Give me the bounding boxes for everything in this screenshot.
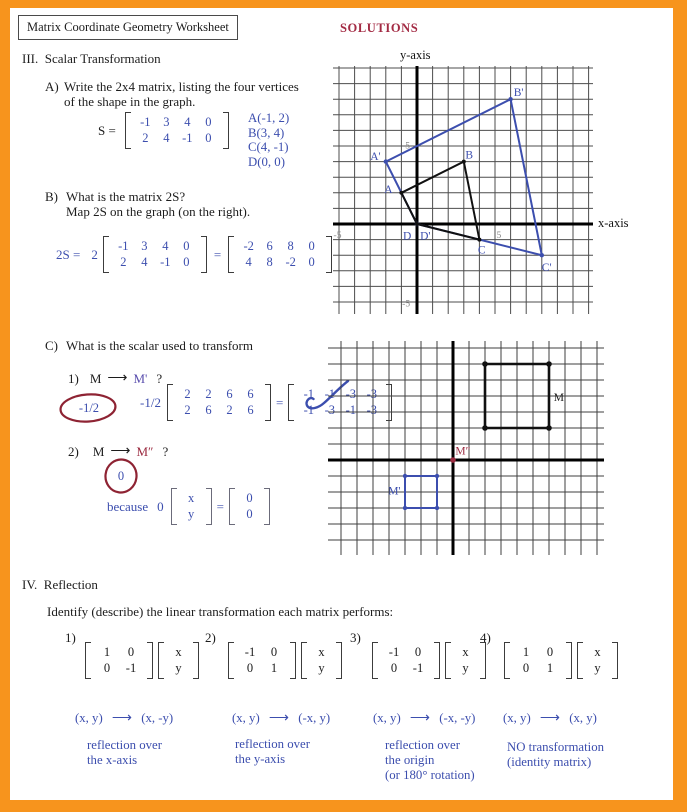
matrix-cell: 6 xyxy=(247,387,254,401)
p2-map-from: (x, y) xyxy=(232,711,260,725)
matrix-cell: 0 xyxy=(308,239,315,253)
q1-question-mark: ? xyxy=(156,370,163,386)
p4-matrices xyxy=(504,642,618,679)
p1-description xyxy=(87,738,162,768)
matrix-cell: 2 xyxy=(120,255,127,269)
matrix-cell: y xyxy=(188,507,195,521)
matrix-cell: -1 xyxy=(412,661,424,675)
p1-map-from: (x, y) xyxy=(75,711,103,725)
q1-from: M xyxy=(89,370,102,386)
q2-to: M″ xyxy=(136,443,154,459)
matrix-cell: -3 xyxy=(366,403,377,417)
p4-vector xyxy=(577,642,618,679)
p2-description xyxy=(235,737,310,767)
p3-matrix xyxy=(372,642,440,679)
q2-question-mark: ? xyxy=(162,443,169,459)
partB-label: B) xyxy=(45,189,58,204)
bracket-right xyxy=(290,642,296,679)
matrix-row xyxy=(382,645,430,660)
matrix-cell: -3 xyxy=(345,387,356,401)
bracket-right xyxy=(264,488,270,525)
matrix-cell: 1 xyxy=(522,645,530,659)
bracket-right xyxy=(612,642,618,679)
p4-matrix xyxy=(504,642,572,679)
worksheet-title: Matrix Coordinate Geometry Worksheet xyxy=(27,20,229,34)
matrix-cell: 0 xyxy=(127,645,135,659)
matrix-cell: 4 xyxy=(245,255,252,269)
q2-arrow: ⟶ xyxy=(110,444,131,459)
matrix-cell: 3 xyxy=(163,115,170,129)
p1-map-to: (x, -y) xyxy=(141,711,174,725)
p3-description xyxy=(385,738,475,783)
p1-vector xyxy=(158,642,199,679)
vertex-dot xyxy=(482,361,488,367)
bracket-right xyxy=(201,236,207,273)
bracket-right xyxy=(336,642,342,679)
vertex-D: D(0, 0) xyxy=(248,154,285,169)
vertex-B: B(3, 4) xyxy=(248,125,285,140)
q2-because: because xyxy=(107,498,149,514)
matrix-S-label: S = xyxy=(98,122,116,138)
matrix-cell: -1 xyxy=(118,239,129,253)
q1-circled-answer xyxy=(58,392,120,425)
matrix-row xyxy=(113,255,197,270)
q2-equation xyxy=(107,488,270,525)
matrix-cell: -1 xyxy=(125,661,137,675)
matrix-cell: x xyxy=(462,645,469,659)
eq-2S-lhs: 2S = xyxy=(56,246,81,262)
matrix-row xyxy=(238,645,286,660)
matrix-cell: 0 xyxy=(246,661,254,675)
matrix-row xyxy=(382,661,430,676)
p3-mapping xyxy=(373,710,475,727)
p3-vector xyxy=(445,642,486,679)
matrix-cell: -1 xyxy=(345,403,356,417)
matrix-cell: x xyxy=(175,645,182,659)
matrix-cell: -1 xyxy=(140,115,151,129)
p4-num: 4) xyxy=(480,630,491,645)
matrix-cell: 1 xyxy=(546,661,554,675)
graph-point-label: C' xyxy=(541,261,552,274)
vertex-dot xyxy=(435,474,439,478)
partB-line2: Map 2S on the graph (on the right). xyxy=(66,204,251,219)
matrix-cell: -3 xyxy=(366,387,377,401)
matrix-row xyxy=(514,645,562,660)
matrix-cell: 2 xyxy=(205,387,212,401)
p2-desc-line: the y-axis xyxy=(235,752,286,766)
vertex-dot xyxy=(477,238,481,242)
worksheet-title-box xyxy=(18,15,238,40)
graph-point-label: B xyxy=(465,149,474,162)
vector-zero xyxy=(229,488,270,525)
p3-map-arrow-icon: ⟶ xyxy=(409,711,430,726)
graph1-y-axis-label: y-axis xyxy=(400,48,431,62)
q1-num: 1) xyxy=(68,370,79,386)
matrix-cell: x xyxy=(594,645,601,659)
p2-vector xyxy=(301,642,342,679)
partA-line2: of the shape in the graph. xyxy=(64,94,196,109)
p4-desc-line: (identity matrix) xyxy=(507,755,592,769)
vertex-dot xyxy=(482,425,488,431)
matrix-cell: 4 xyxy=(163,131,170,145)
section4-intro: Identify (describe) the linear transformation each matrix performs: xyxy=(47,604,394,619)
matrix-cell: 0 xyxy=(103,661,111,675)
matrix-cell: 1 xyxy=(103,645,111,659)
matrix-cell: 2 xyxy=(184,403,191,417)
graph-point-label: A xyxy=(384,183,393,196)
section4-heading: IV. Reflection xyxy=(22,577,98,592)
p2-matrices xyxy=(228,642,342,679)
matrix-cell: 0 xyxy=(414,645,422,659)
bracket-right xyxy=(206,488,212,525)
graph-point-label: -5 xyxy=(333,231,342,242)
partC-label: C) xyxy=(45,338,58,353)
graph-point-label: M' xyxy=(388,485,401,498)
matrix-cell: 0 xyxy=(546,645,554,659)
matrix-cell: -1 xyxy=(388,645,400,659)
graph-point-label: M″ xyxy=(455,445,471,458)
matrix-cell: -2 xyxy=(243,239,254,253)
vertex-dot xyxy=(415,222,419,226)
matrix-cell: 6 xyxy=(205,403,212,417)
matrix-row xyxy=(181,491,202,506)
matrix-row xyxy=(181,507,202,522)
matrix-cell: 2 xyxy=(184,387,191,401)
vertex-dot xyxy=(403,474,407,478)
shape-S-quad xyxy=(401,162,479,240)
matrix-2S-result xyxy=(228,236,332,273)
matrix-row xyxy=(177,403,261,418)
matrix-row xyxy=(113,239,197,254)
graph-point-label: M xyxy=(553,391,565,404)
matrix-M xyxy=(167,384,271,421)
bracket-right xyxy=(193,642,199,679)
q2-num: 2) xyxy=(68,443,79,459)
section3-heading: III. Scalar Transformation xyxy=(22,51,161,66)
matrix-cell: -1 xyxy=(303,387,314,401)
graph-scalar-M xyxy=(328,341,604,555)
vertex-dot xyxy=(540,253,544,257)
matrix-cell: 6 xyxy=(226,387,233,401)
p1-desc-line: reflection over xyxy=(87,738,162,752)
bracket-right xyxy=(223,112,229,149)
bracket-right xyxy=(480,642,486,679)
matrix-cell: 8 xyxy=(266,255,273,269)
matrix-S xyxy=(125,112,229,149)
q1-answer-text: -1/2 xyxy=(78,401,100,415)
partA-label: A) xyxy=(45,79,59,94)
matrix-cell: 0 xyxy=(308,255,315,269)
vertex-dot xyxy=(435,506,439,510)
graph-point-label: A' xyxy=(370,151,381,164)
p3-map-from: (x, y) xyxy=(373,711,401,725)
matrix-row xyxy=(135,131,219,146)
matrix-cell: y xyxy=(462,661,469,675)
vertex-C: C(4, -1) xyxy=(248,140,289,155)
matrix-cell: 0 xyxy=(270,645,278,659)
matrix-2S-operand xyxy=(103,236,207,273)
eq-2S-equals: = xyxy=(213,246,222,262)
matrix-cell: -3 xyxy=(324,403,335,417)
bracket-right xyxy=(566,642,572,679)
p1-matrix xyxy=(85,642,153,679)
matrix-row xyxy=(311,645,332,660)
matrix-cell: y xyxy=(594,661,601,675)
matrix-S-equation xyxy=(98,112,229,149)
matrix-row xyxy=(311,661,332,676)
bracket-right xyxy=(265,384,271,421)
p1-desc-line: the x-axis xyxy=(87,753,138,767)
vertex-dot xyxy=(508,97,512,101)
matrix-cell: 4 xyxy=(141,255,148,269)
vector-xy xyxy=(171,488,212,525)
matrix-row xyxy=(514,661,562,676)
partA-line1: Write the 2x4 matrix, listing the four vertices xyxy=(64,79,299,94)
matrix-cell: y xyxy=(318,661,325,675)
partB-line1: What is the matrix 2S? xyxy=(66,189,186,204)
graph-point-label: -5 xyxy=(402,299,411,310)
matrix-row xyxy=(455,645,476,660)
q1-arrow: ⟶ xyxy=(107,371,128,386)
q2-answer-text: 0 xyxy=(117,468,125,483)
matrix-row xyxy=(587,645,608,660)
p1-map-arrow-icon: ⟶ xyxy=(111,711,132,726)
p1-num: 1) xyxy=(65,630,76,645)
vertex-dot xyxy=(384,159,388,163)
q2-coef: 0 xyxy=(157,498,164,514)
matrix-cell: 0 xyxy=(246,491,253,505)
graph-point-label: D' xyxy=(420,230,431,243)
p4-map-arrow-icon: ⟶ xyxy=(539,711,560,726)
vertex-dot xyxy=(546,361,552,367)
matrix-row xyxy=(238,255,322,270)
p2-desc-line: reflection over xyxy=(235,737,310,751)
matrix-cell: -1 xyxy=(160,255,171,269)
graph-point-label: 5 xyxy=(405,141,411,152)
matrix-row xyxy=(95,661,143,676)
matrix-cell: -1 xyxy=(244,645,256,659)
bracket-right xyxy=(326,236,332,273)
bracket-right xyxy=(434,642,440,679)
matrix-cell: 2 xyxy=(226,403,233,417)
matrix-cell: 0 xyxy=(390,661,398,675)
matrix-row xyxy=(135,115,219,130)
matrix-row xyxy=(587,661,608,676)
q2-from: M xyxy=(92,443,105,459)
q1-to: M' xyxy=(133,370,148,386)
p2-map-to: (-x, y) xyxy=(298,711,331,725)
matrix-row xyxy=(239,507,260,522)
matrix-cell: 2 xyxy=(142,131,149,145)
p2-num: 2) xyxy=(205,630,216,645)
p1-mapping xyxy=(75,710,173,727)
matrix-row xyxy=(177,387,261,402)
p3-num: 3) xyxy=(350,630,361,645)
matrix-cell: -2 xyxy=(285,255,296,269)
matrix-cell: 6 xyxy=(247,403,254,417)
matrix-row xyxy=(238,661,286,676)
matrix-cell: 6 xyxy=(266,239,273,253)
p4-desc-line: NO transformation xyxy=(507,740,605,754)
matrix-cell: 0 xyxy=(183,239,190,253)
vertex-dot xyxy=(403,506,407,510)
q1-coef: -1/2 xyxy=(140,394,161,410)
graph-point-label: 5 xyxy=(496,231,502,242)
matrix-row xyxy=(455,661,476,676)
matrix-2S-equation xyxy=(56,236,332,273)
q1-equals: = xyxy=(275,394,284,410)
matrix-row xyxy=(238,239,322,254)
p4-mapping xyxy=(503,710,597,727)
p1-matrices xyxy=(85,642,199,679)
matrix-cell: 1 xyxy=(270,661,278,675)
matrix-cell: -1 xyxy=(303,403,314,417)
bracket-right xyxy=(147,642,153,679)
eq-2S-scalar: 2 xyxy=(91,246,98,262)
p3-matrices xyxy=(372,642,486,679)
p2-map-arrow-icon: ⟶ xyxy=(268,711,289,726)
matrix-cell: -1 xyxy=(324,387,335,401)
p2-matrix xyxy=(228,642,296,679)
partC-line1: What is the scalar used to transform xyxy=(66,338,253,353)
matrix-cell: 0 xyxy=(205,131,212,145)
graph-point-label: D xyxy=(402,230,412,243)
matrix-cell: x xyxy=(318,645,325,659)
p3-desc-line: reflection over xyxy=(385,738,460,752)
matrix-cell: 4 xyxy=(184,115,191,129)
vertex-dot xyxy=(546,425,552,431)
matrix-row xyxy=(168,661,189,676)
vertex-A: A(-1, 2) xyxy=(248,111,290,125)
vertex-dot xyxy=(399,191,403,195)
p2-mapping xyxy=(232,710,330,727)
matrix-cell: x xyxy=(188,491,195,505)
p4-map-from: (x, y) xyxy=(503,711,531,725)
matrix-cell: 3 xyxy=(141,239,148,253)
p3-desc-line: (or 180° rotation) xyxy=(385,768,475,782)
matrix-cell: 0 xyxy=(183,255,190,269)
matrix-cell: 0 xyxy=(246,507,253,521)
matrix-cell: y xyxy=(175,661,182,675)
p4-map-to: (x, y) xyxy=(569,711,597,725)
q2-equals: = xyxy=(216,498,224,514)
matrix-cell: -1 xyxy=(182,131,193,145)
solutions-label: SOLUTIONS xyxy=(340,21,419,35)
matrix-row xyxy=(95,645,143,660)
graph1-x-axis-label: x-axis xyxy=(598,216,629,230)
matrix-cell: 0 xyxy=(522,661,530,675)
p3-map-to: (-x, -y) xyxy=(439,711,476,725)
matrix-row xyxy=(168,645,189,660)
origin-dot xyxy=(450,457,456,463)
graph-point-label: B' xyxy=(513,87,524,100)
graph-point-label: C xyxy=(477,244,486,257)
vertex-list xyxy=(248,111,289,169)
matrix-cell: 4 xyxy=(162,239,169,253)
matrix-cell: 8 xyxy=(287,239,294,253)
matrix-row xyxy=(239,491,260,506)
matrix-cell: 0 xyxy=(205,115,212,129)
p3-desc-line: the origin xyxy=(385,753,435,767)
p4-description xyxy=(507,740,604,770)
graph-scalar-transformation xyxy=(333,66,593,314)
